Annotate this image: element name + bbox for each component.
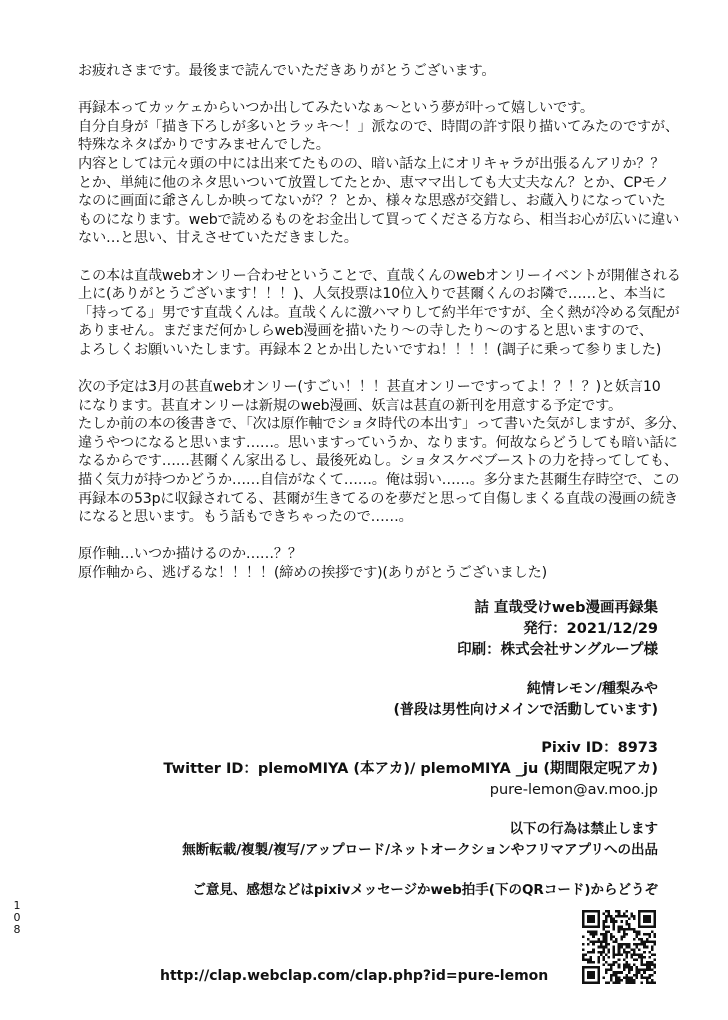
paragraph-gap	[78, 360, 678, 379]
body-line: ない…と思い、甘えさせていただきました。	[78, 230, 358, 247]
body-line: なのに画面に爺さんしか映ってないが？？とか、様々な思惑が交錯し、お蔵入りになっていた	[78, 193, 666, 210]
prohibited-list: 無断転載/複製/複写/アップロード/ネットオークションやフリマアプリへの出品	[182, 842, 658, 858]
body-line: よろしくお願いいたします。再録本２とか出したいですね！！！！(調子に乗って参りました)	[78, 341, 662, 358]
body-line: 再録本の53pに収録されてる、甚爾が生きてるのを夢だと思って自傷しまくる直哉の漫画の続き	[78, 490, 678, 507]
body-line: とか、単純に他のネタ思いついて放置してたとか、恵ママ出しても大丈夫なん？とか、CPモノ	[78, 174, 670, 191]
colophon-contact	[98, 738, 658, 801]
body-line: になると思います。もう話もできちゃったので……。	[78, 509, 413, 526]
paragraph-gap	[78, 527, 678, 546]
body-line: 再録本ってカッケェからいつか出してみたいなぁ～という夢が叶って嬉しいです。	[78, 100, 594, 117]
page-number-digit: 8	[13, 923, 21, 936]
body-line: なるからです……甚爾くん家出るし、最後死ぬし。ショタスケベブーストの力を持ってしても、	[78, 453, 678, 470]
body-line: ありません。まだまだ何かしらweb漫画を描いたり～の寺したり～のすると思いますので、	[78, 323, 653, 340]
circle-name: 純情レモン/種梨みや	[526, 681, 658, 697]
colophon-feedback	[98, 880, 658, 901]
page-number	[10, 900, 24, 936]
colophon-circle	[98, 679, 658, 721]
printer: 印刷：株式会社サングループ様	[457, 642, 658, 658]
issue-date: 発行：2021/12/29	[523, 621, 658, 637]
body-line: になります。甚直オンリーは新規のweb漫画、妖言は甚直の新刊を用意する予定です。	[78, 397, 623, 414]
body-line: たしか前の本の後書きで、「次は原作軸でショタ時代の本出す」って書いた気がしますが、多分、	[78, 416, 686, 433]
body-line: 特殊なネタばかりですみませんでした。	[78, 137, 330, 154]
body-line: 描く気力が持つかどうか……自信がなくて……。俺は弱い……。多分また甚爾生存時空で、この	[78, 472, 680, 489]
body-line: 次の予定は3月の甚直webオンリー(すごい！！！甚直オンリーですってよ！？！？)と妖言10	[78, 379, 661, 396]
body-line: この本は直哉webオンリー合わせということで、直哉くんのwebオンリーイベントが開催される	[78, 267, 681, 284]
body-line: 原作軸…いつか描けるのか……？？	[78, 546, 302, 563]
page-number-digit: 1	[13, 899, 21, 912]
prohibited-heading: 以下の行為は禁止します	[509, 821, 658, 837]
body-line: 違うやつになると思います……。思いますっていうか、なります。何故ならどうしても暗い話に	[78, 434, 678, 451]
body-line: お疲れさまです。最後まで読んでいただきありがとうございます。	[78, 63, 496, 79]
colophon-prohibited	[98, 819, 658, 861]
book-title: 詰 直哉受けweb漫画再録集	[474, 600, 658, 616]
body-line: 上に(ありがとうございます！！！)、人気投票は10位入りで甚爾くんのお隣で……と、本当に	[78, 286, 666, 303]
body-line: 原作軸から、逃げるな！！！！(締めの挨拶です)(ありがとうございました)	[78, 565, 547, 582]
qr-code	[582, 910, 656, 984]
twitter-id: Twitter ID：plemoMIYA (本アカ)/ plemoMIYA _ju (期間限定呪アカ)	[163, 761, 658, 777]
body-line: ものになります。webで読めるものをお金出して買ってくださる方なら、相当お心が広いに違い	[78, 211, 680, 228]
afterword-body	[78, 62, 686, 583]
colophon-publication	[98, 598, 658, 661]
circle-note: (普段は男性向けメインで活動しています)	[393, 702, 658, 718]
feedback-text: ご意見、感想などはpixivメッセージかweb拍手(下のQRコード)からどうぞ	[192, 882, 658, 898]
webclap-url: http://clap.webclap.com/clap.php?id=pure-lemon	[160, 968, 549, 984]
pixiv-id: Pixiv ID：8973	[541, 740, 658, 756]
paragraph-gap	[78, 81, 678, 100]
email-address: pure-lemon@av.moo.jp	[489, 782, 658, 798]
paragraph-gap	[78, 248, 678, 267]
body-line: 自分自身が「描き下ろしが多いとラッキ～！」派なので、時間の許す限り描いてみたのですが、	[78, 118, 679, 135]
body-line: 内容としては元々頭の中には出来てたものの、暗い話な上にオリキャラが出張るんアリか？？	[78, 155, 665, 172]
body-line: 「持ってる」男です直哉くんは。直哉くんに激ハマりして約半年ですが、全く熱が冷める気配が	[78, 304, 680, 321]
page-number-digit: 0	[13, 911, 21, 924]
